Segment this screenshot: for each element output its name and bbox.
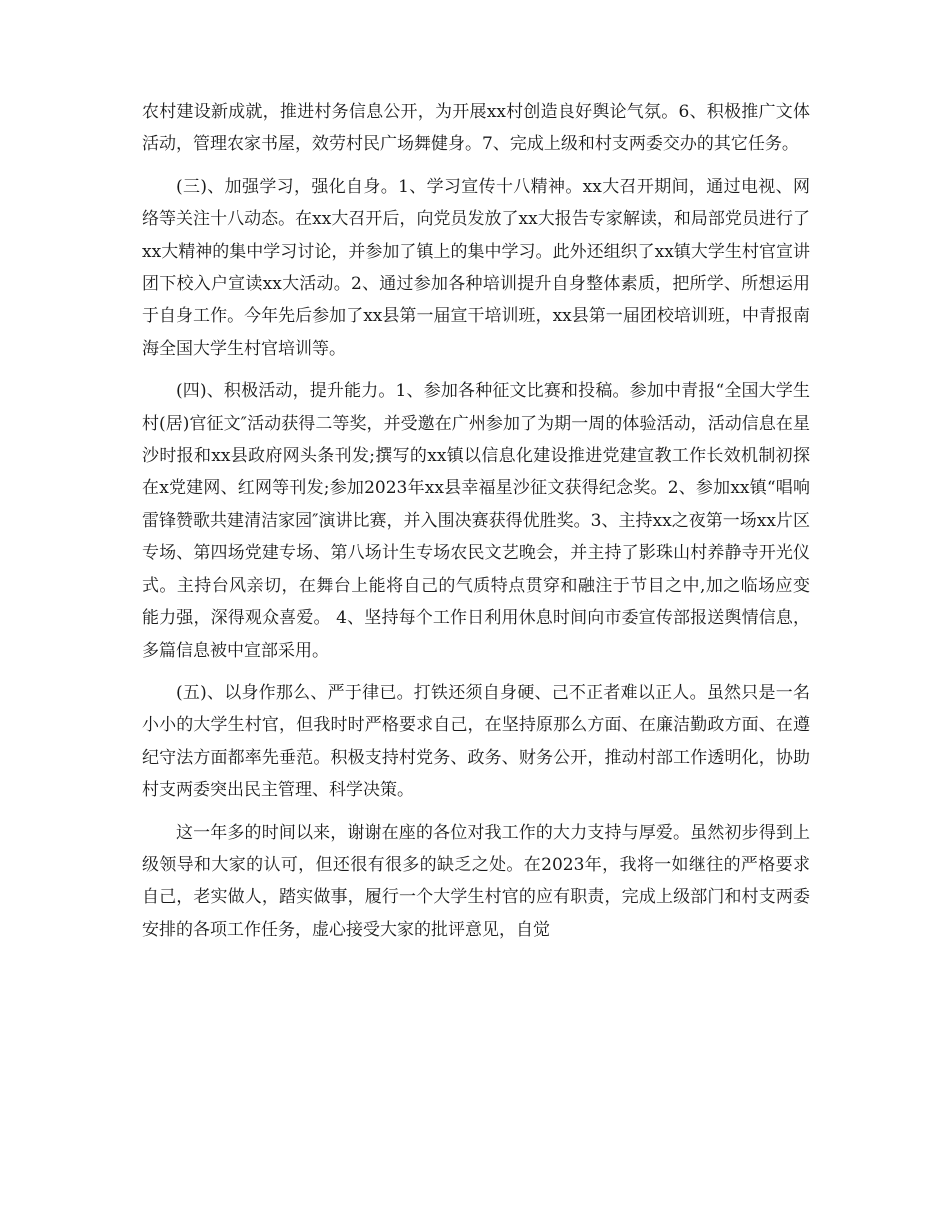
- paragraph-section-5: (五)、以身作那么、严于律已。打铁还须自身硬、己不正者难以正人。虽然只是一名小小的大学生村官，但我时时严格要求自己，在坚持原那么方面、在廉洁勤政方面、在遵纪守法方面都率先垂范。积极支持村党务、政务、财务公开，推动村部工作透明化，协助村支两委突出民主管理、科学决策。: [142, 682, 810, 801]
- paragraph-section-4: (四)、积极活动，提升能力。1、参加各种征文比赛和投稿。参加中青报“全国大学生村(居)官征文″活动获得二等奖，并受邀在广州参加了为期一周的体验活动，活动信息在星沙时报和xx县政府网头条刊发;撰写的xx镇以信息化建设推进党建宣教工作长效机制初探在x党建网、红网等刊发;参加2023年xx县幸福星沙征文获得纪念奖。2、参加xx镇“唱响雷锋赞歌共建清洁家园″演讲比赛，并入围决赛获得优胜奖。3、主持xx之夜第一场xx片区专场、第四场党建专场、第八场计生专场农民文艺晚会，并主持了影珠山村养静寺开光仪式。主持台风亲切，在舞台上能将自己的气质特点贯穿和融注于节目之中,加之临场应变能力强，深得观众喜爱。 4、坚持每个工作日利用休息时间向市委宣传部报送舆情信息，多篇信息被中宣部采用。: [142, 381, 810, 661]
- document-body: [142, 96, 810, 956]
- paragraph-continued: 农村建设新成就，推进村务信息公开，为开展xx村创造良好舆论气氛。6、积极推广文体活动，管理农家书屋，效劳村民广场舞健身。7、完成上级和村支两委交办的其它任务。: [142, 102, 810, 155]
- paragraph-section-3: (三)、加强学习，强化自身。1、学习宣传十八精神。xx大召开期间，通过电视、网络等关注十八动态。在xx大召开后，向党员发放了xx大报告专家解读，和局部党员进行了xx大精神的集中学习讨论，并参加了镇上的集中学习。此外还组织了xx镇大学生村官宣讲团下校入户宣读xx大活动。2、通过参加各种培训提升自身整体素质，把所学、所想运用于自身工作。今年先后参加了xx县第一届宣干培训班，xx县第一届团校培训班，中青报南海全国大学生村官培训等。: [142, 176, 810, 359]
- paragraph-closing: 这一年多的时间以来，谢谢在座的各位对我工作的大力支持与厚爱。虽然初步得到上级领导和大家的认可，但还很有很多的缺乏之处。在2023年，我将一如继往的严格要求自己，老实做人，踏实做事，履行一个大学生村官的应有职责，完成上级部门和村支两委安排的各项工作任务，虚心接受大家的批评意见，自觉: [142, 822, 810, 940]
